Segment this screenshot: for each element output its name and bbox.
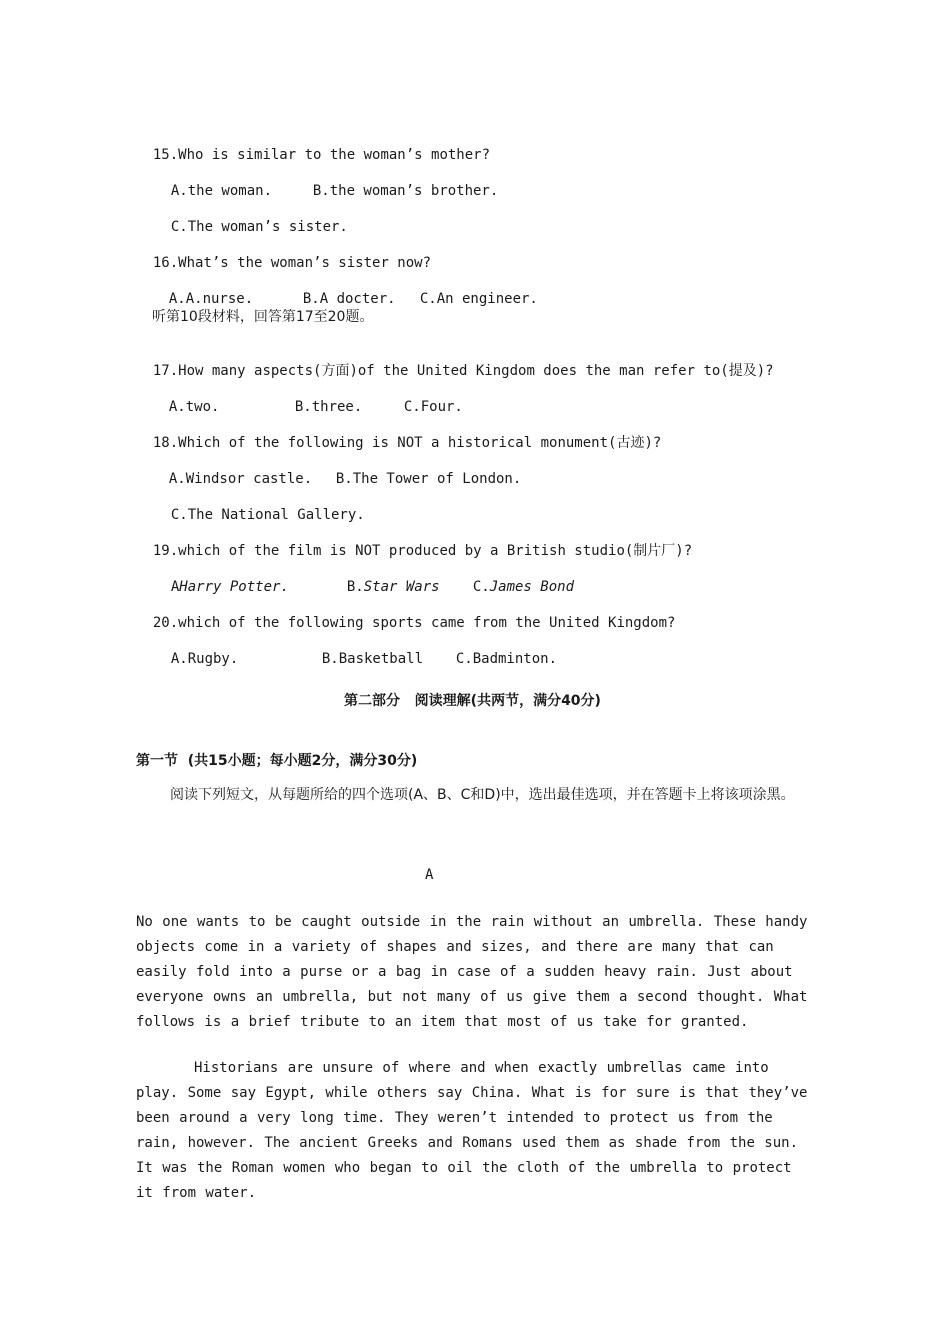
question-text: How many aspects(方面)of the United Kingdom does the man refer to(提及)? <box>178 363 774 379</box>
question-19 <box>136 524 692 560</box>
option-c: C.Badminton. <box>455 651 558 667</box>
question-17 <box>136 344 774 380</box>
option-prefix: A <box>170 579 180 595</box>
question-18-options <box>152 452 521 488</box>
option-b: B.Basketball <box>321 651 424 667</box>
option-title: Star Wars <box>363 579 440 595</box>
option-b: B.The Tower of London. <box>335 471 522 487</box>
option-b: B.A docter. <box>302 291 396 307</box>
option-title: James Bond <box>489 579 575 595</box>
passage-label: A <box>425 867 434 883</box>
question-18-options-2 <box>154 488 365 524</box>
option-b: B.three. <box>294 399 363 415</box>
question-number: 16. <box>152 255 179 271</box>
option-prefix: B. <box>346 579 364 595</box>
question-15 <box>136 128 490 164</box>
option-a: A.the woman. <box>170 183 273 199</box>
question-16 <box>136 236 431 272</box>
option-b <box>347 578 473 596</box>
question-number: 20. <box>152 615 179 631</box>
option-c: C.An engineer. <box>419 291 538 307</box>
option-prefix: C. <box>472 579 490 595</box>
question-16-options <box>152 272 538 308</box>
part-two-title: 第二部分 阅读理解(共两节，满分40分) <box>344 693 601 709</box>
question-number: 15. <box>152 147 179 163</box>
option-a: A.A.nurse. <box>168 291 254 307</box>
section-one-title: 第一节 (共15小题；每小题2分，满分30分) <box>136 753 418 769</box>
option-c: C.The National Gallery. <box>170 507 365 523</box>
option-a: A.two. <box>168 399 220 415</box>
question-20 <box>136 596 675 632</box>
option-a: A.Rugby. <box>170 651 239 667</box>
option-a <box>171 578 347 596</box>
question-20-options <box>154 632 557 668</box>
option-title: Harry Potter. <box>179 579 289 595</box>
question-text: which of the following sports came from the United Kingdom? <box>178 615 676 631</box>
question-18 <box>136 416 661 452</box>
section-one-instruction: 阅读下列短文，从每题所给的四个选项(A、B、C和D)中，选出最佳选项，并在答题卡上将该项涂黑。 <box>170 787 795 803</box>
question-number: 19. <box>152 543 179 559</box>
question-15-options-2 <box>154 200 348 236</box>
question-text: What’s the woman’s sister now? <box>178 255 432 271</box>
passage-paragraph-1: No one wants to be caught outside in the rain without an umbrella. These handy objects come in a variety of shapes and sizes, and there are many that can easily fold into a purse or a bag in case of a sudden heavy rain. Just about everyone owns an umbrella, but not many of us give them a second thought. What follows is a brief tribute to an item that most of us take for granted. <box>136 914 808 1030</box>
option-c <box>473 578 574 596</box>
question-number: 17. <box>152 363 179 379</box>
passage-paragraph-2: Historians are unsure of where and when exactly umbrellas came into play. Some say Egypt, while others say China. What is for sure is that they’ve been around a very long time. They weren’t intended to protect us from the rain, however. The ancient Greeks and Romans used them as shade from the sun. It was the Roman women who began to oil the cloth of the umbrella to protect it from water. <box>136 1060 808 1201</box>
question-15-options <box>154 164 498 200</box>
question-text: Who is similar to the woman’s mother? <box>178 147 491 163</box>
question-19-options <box>154 560 574 596</box>
option-b: B.the woman’s brother. <box>312 183 499 199</box>
option-c: C.The woman’s sister. <box>170 219 348 235</box>
question-text: Which of the following is NOT a historical monument(古迹)? <box>178 435 662 451</box>
listening-instruction: 听第10段材料，回答第17至20题。 <box>152 309 374 325</box>
question-17-options <box>152 380 463 416</box>
question-number: 18. <box>152 435 179 451</box>
question-text: which of the film is NOT produced by a British studio(制片厂)? <box>178 543 693 559</box>
option-a: A.Windsor castle. <box>168 471 313 487</box>
option-c: C.Four. <box>403 399 463 415</box>
